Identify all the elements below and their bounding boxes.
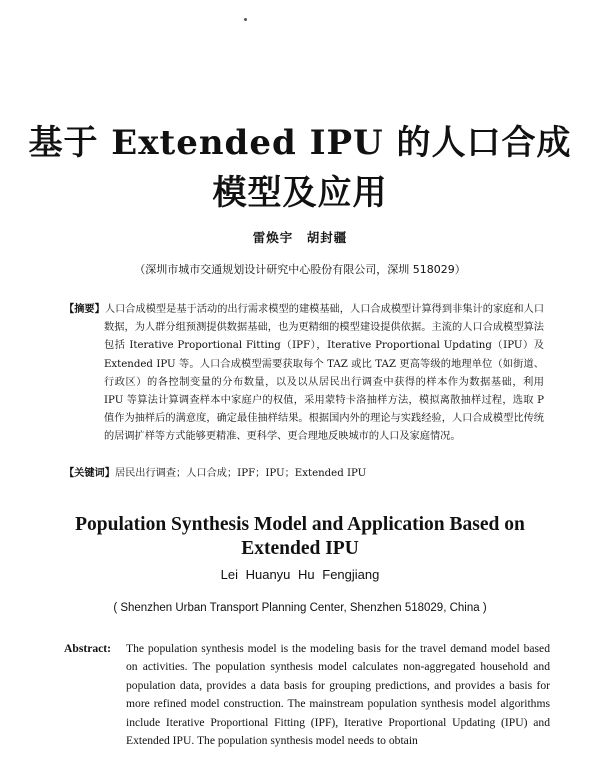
chinese-abstract (64, 300, 544, 447)
scan-speck (244, 18, 247, 21)
chinese-title-line-2: 模型及应用 (212, 173, 388, 213)
english-abstract-label: Abstract: (64, 642, 112, 655)
chinese-authors: 雷焕宇 胡封疆 (252, 230, 348, 245)
chinese-title (0, 118, 600, 218)
chinese-abstract-text: 人口合成模型是基于活动的出行需求模型的建模基础，人口合成模型计算得到非集计的家庭和人口数据，为人群分组预测提供数据基础，也为更精细的模型建设提供依据。主流的人口合成模型算法包括 Iterative Proportional Fitting（IPF），Iterative Proportional Updating（IPU）及 Extended IPU 等。人口合成模型需要获取每个 TAZ 或比 TAZ 更高等级的地理单位（如街道、行政区）的各控制变量的分布数量，以及以从居民出行调查中获得的样本作为数据基础，利用 IPU 等算法计算调查样本中家庭户的权值，采用蒙特卡洛抽样方法，模拟离散抽样过程，选取 P 值作为抽样后的满意度，确定最佳抽样结果。根据国内外的理论与实践经验，人口合成模型比传统的居调扩样等方式能够更精准、更科学、更合理地反映城市的人口及家庭情况。 (104, 304, 545, 443)
english-abstract (64, 640, 550, 750)
english-abstract-text: The population synthesis model is the modeling basis for the travel demand model based on activities. The population synthesis model calculates non-aggregated household and population data, provides a data basis for grouping predictions, and provides a basis for more refined model construction. The mainstream population synthesis model algorithms include Iterative Proportional Fitting (IPF), Iterative Proportional Updating (IPU) and Extended IPU. The population synthesis model needs to obtain (126, 642, 550, 748)
chinese-keywords-text: 居民出行调查；人口合成；IPF；IPU；Extended IPU (114, 468, 367, 479)
chinese-abstract-label: 【摘要】 (64, 303, 105, 315)
english-title-line-1: Population Synthesis Model and Application Based on (75, 514, 525, 535)
english-title (0, 513, 600, 561)
english-authors: Lei Huanyu Hu Fengjiang (220, 567, 380, 582)
english-title-line-2: Extended IPU (241, 538, 359, 559)
chinese-abstract-body (64, 300, 544, 447)
chinese-keywords-label: 【关键词】 (64, 467, 115, 479)
english-affiliation: ( Shenzhen Urban Transport Planning Center, Shenzhen 518029, China ) (113, 602, 487, 614)
chinese-affiliation: （深圳市城市交通规划设计研究中心股份有限公司，深圳 518029） (134, 263, 466, 276)
chinese-title-line-1: 基于 Extended IPU 的人口合成 (28, 123, 572, 163)
chinese-keywords (64, 464, 544, 483)
